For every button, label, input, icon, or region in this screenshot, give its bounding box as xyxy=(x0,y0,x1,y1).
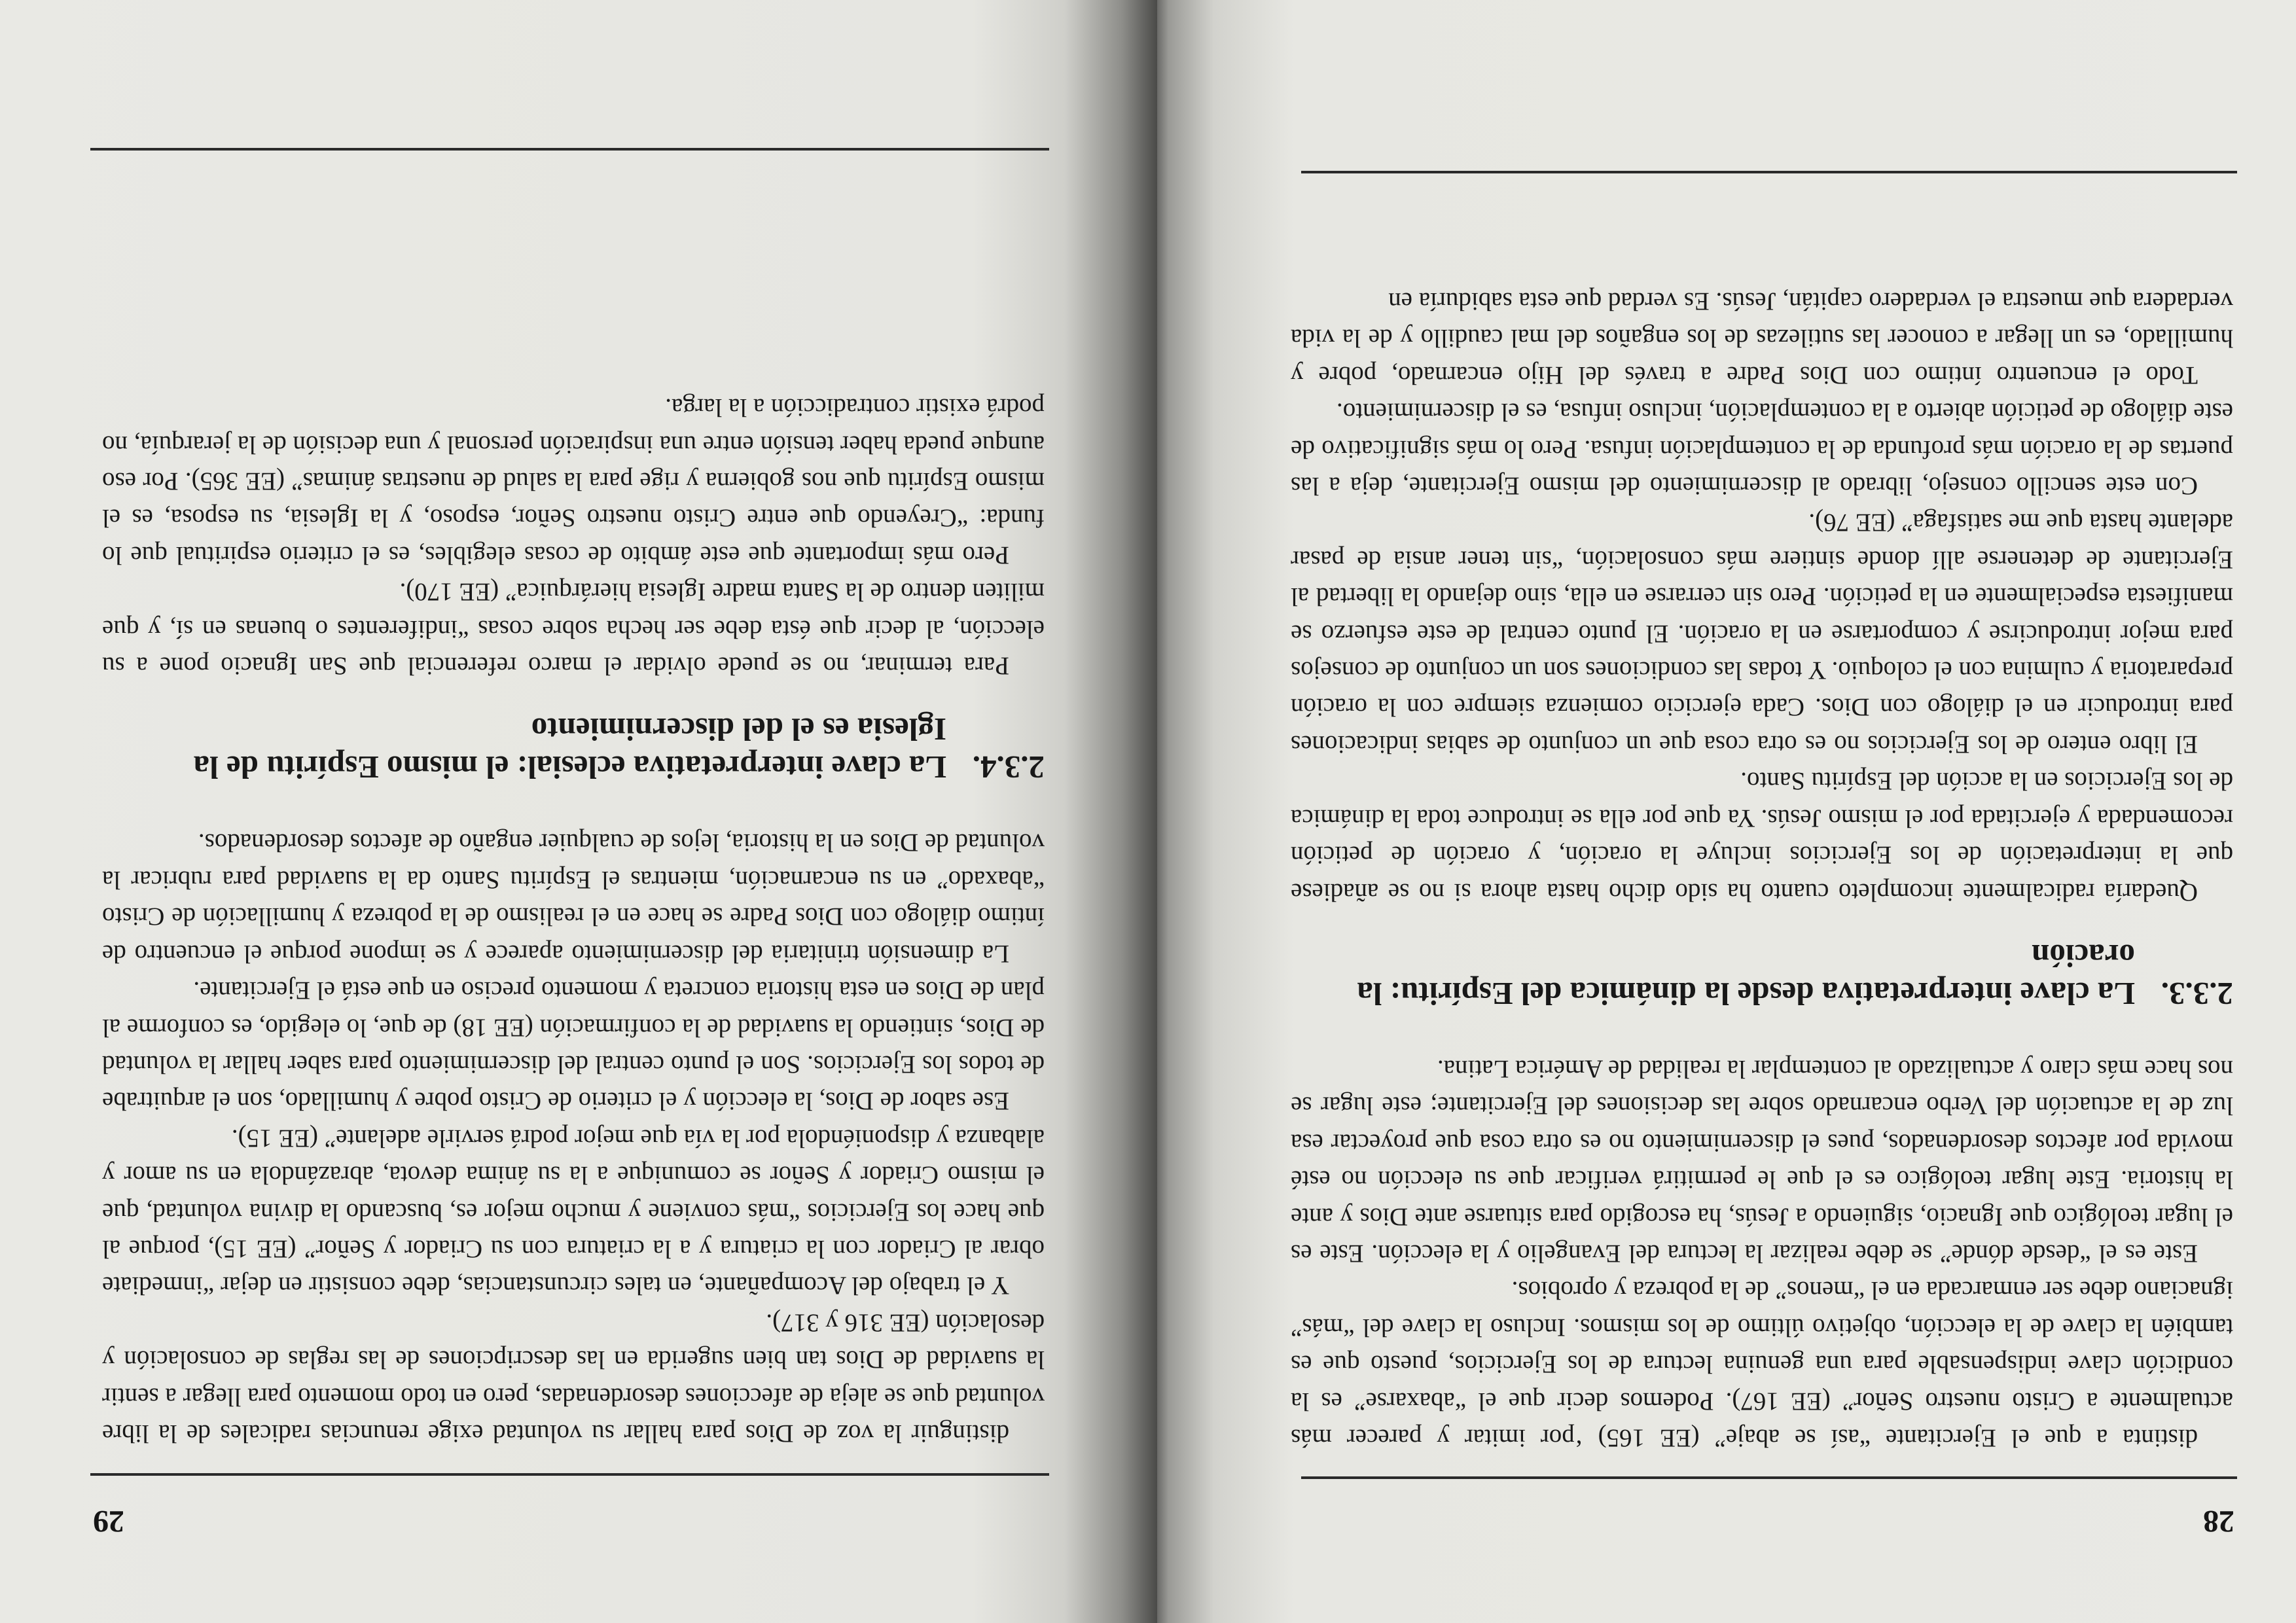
paragraph: Y el trabajo del Acompañante, en tales circunstancias, debe consistir en dejar “inmediate obrar al Criador con la criatura y a la criatura con su Criador y Señor” (EE 15), porque al que hace los Ejercicios “más conviene y mucho mejor es, buscando la divina voluntad, que el mismo Criador y Señor se comunique a la su ánima devota, abrazándola en su amor y alabanza y disponiéndola por la vía que mejor podrá servirle adelante” (EE 15). xyxy=(102,1124,1045,1300)
top-rule xyxy=(1301,1476,2237,1479)
section-heading xyxy=(1291,936,2233,1012)
paragraph: El libro entero de los Ejercicios no es otra cosa que un conjunto de sabias indicaciones para introducir en el diálogo con Dios. Cada ejercicio comienza siempre con la oración preparatoria y culmina con el coloquio. Y todas las condiciones son un conjunto de consejos para mejor introducirse y comportarse en la oración. El punto central de este esfuerzo se manifiesta especialmente en la petición. Pero sin cerrarse en ella, sino dejando la libertad al Ejercitante de detenerse allí donde sintiere más consolación, “sin tener ansia de pasar adelante hasta que me satisfaga” (EE 76). xyxy=(1291,508,2233,758)
paragraph: Pero más importante que este ámbito de cosas elegibles, es el criterio espiritual que lo funda: “Creyendo que entre Cristo nuestro Señor, esposo, y la Iglesia, su esposa, es el mismo Espíritu que nos gobierna y rige para la salud de nuestras ánimas” (EE 365). Por eso aunque pueda haber tensión entre una inspiración personal y una decisión de la jerarquía, no podrá existir contradicción a la larga. xyxy=(102,393,1045,569)
section-number: 2.3.4. xyxy=(972,749,1045,786)
paragraph: Todo el encuentro íntimo con Dios Padre a través del Hijo encarnado, pobre y humillado, es un llegar a conocer las sutilezas de los engaños del mal caudillo y de la vida verdadera que muestra el verdadero capitán, Jesús. Es verdad que esta sabiduría en xyxy=(1291,287,2233,389)
paragraph: Este es el “desde dónde” se debe realizar la lectura del Evangelio y la elección. Este es el lugar teológico que Ignacio, siguiendo a Jesús, ha escogido para situarse ante Dios y ante la historia. Este lugar teológico es el que le permitirá verificar que su elección no esté movida por afectos desordenados, pues el discernimiento no es otra cosa que proyectar esa luz de la actuación del Verbo encarnado sobre las decisiones del Ejercitante; este lugar se nos hace más claro y actualizado al contemplar la realidad de América Latina. xyxy=(1291,1054,2233,1268)
paragraph: Ese sabor de Dios, la elección y el criterio de Cristo pobre y humillado, son el arquitrabe de todos los Ejercicios. Son el punto central del discernimiento para saber hallar la voluntad de Dios, sintiendo la suavidad de la confirmación (EE 18) de que, lo elegido, es conforme al plan de Dios en esta historia concreta y momento preciso en que está el Ejercitante. xyxy=(102,976,1045,1116)
paragraph: Para terminar, no se puede olvidar el marco referencial que San Ignacio pone a su elección, al decir que ésta debe ser hecha sobre cosas “indiferentes o buenas en sí, y que militen dentro de la Santa madre Iglesia hierárquica” (EE 170). xyxy=(102,578,1045,681)
bottom-rule xyxy=(1301,171,2237,173)
bottom-rule xyxy=(90,148,1049,151)
page-number: 29 xyxy=(93,1504,124,1539)
paragraph: distinta a que el Ejercitante “así se abaje” (EE 165) ‘por imitar y parecer más actualmente a Cristo nuestro Señor” (EE 167). Podemos decir que el “abaxarse” es la condición clave indispensable para una genuina lectura de los Ejercicios, puesto que es también la clave de la elección, objetivo último de los mismos. Incluso la clave del “más” ignaciano debe ser enmarcada en el “menos” de la pobreza y oprobios. xyxy=(1291,1276,2233,1452)
page-text-body xyxy=(102,389,1045,1452)
section-title: La clave interpretativa eclesial: el mismo Espíritu de la Iglesia es el del discernimiento xyxy=(193,711,946,786)
paragraph: distinguir la voz de Dios para hallar su voluntad exige renuncias radicales de la libre voluntad que se aleja de afecciones desordenadas, pero en todo momento para llegar a sentir la suavidad de Dios tan bien sugerida en las descripciones de las reglas de consolación y desolación (EE 316 y 317). xyxy=(102,1308,1045,1448)
top-rule xyxy=(90,1473,1049,1476)
paragraph: Quedaría radicalmente incompleto cuanto ha sido dicho hasta ahora si no se añadiese que la interpretación de los Ejercicios incluye la oración, y oración de petición recomendada y ejercitada por el mismo Jesús. Ya que por ella se introduce toda la dinámica de los Ejercicios en la acción del Espíritu Santo. xyxy=(1291,767,2233,906)
section-heading xyxy=(102,710,1045,786)
page-number: 28 xyxy=(2203,1504,2234,1539)
paragraph: Con este sencillo consejo, librado al discernimiento del mismo Ejercitante, deja a las puertas de la oración más profunda de la contemplación infusa. Pero lo más significativo de este diálogo de petición abierto a la contemplación, incluso infusa, es el discernimiento. xyxy=(1291,398,2233,501)
page-28 xyxy=(1157,0,2296,1623)
section-number: 2.3.3. xyxy=(2161,975,2233,1012)
section-title: La clave interpretativa desde la dinámica del Espíritu: la oración xyxy=(1357,937,2135,1012)
paragraph: La dimensión trinitaria del discernimiento aparece y se impone porque el encuentro de íntimo diálogo con Dios Padre se hace en el realismo de la pobreza y humillación de Cristo “abaxado” en su encarnación, mientras el Espíritu Santo da la suavidad para rubricar la voluntad de Dios en la historia, lejos de cualquier engaño de afectos desordenados. xyxy=(102,829,1045,968)
page-text-body xyxy=(1291,283,2233,1456)
